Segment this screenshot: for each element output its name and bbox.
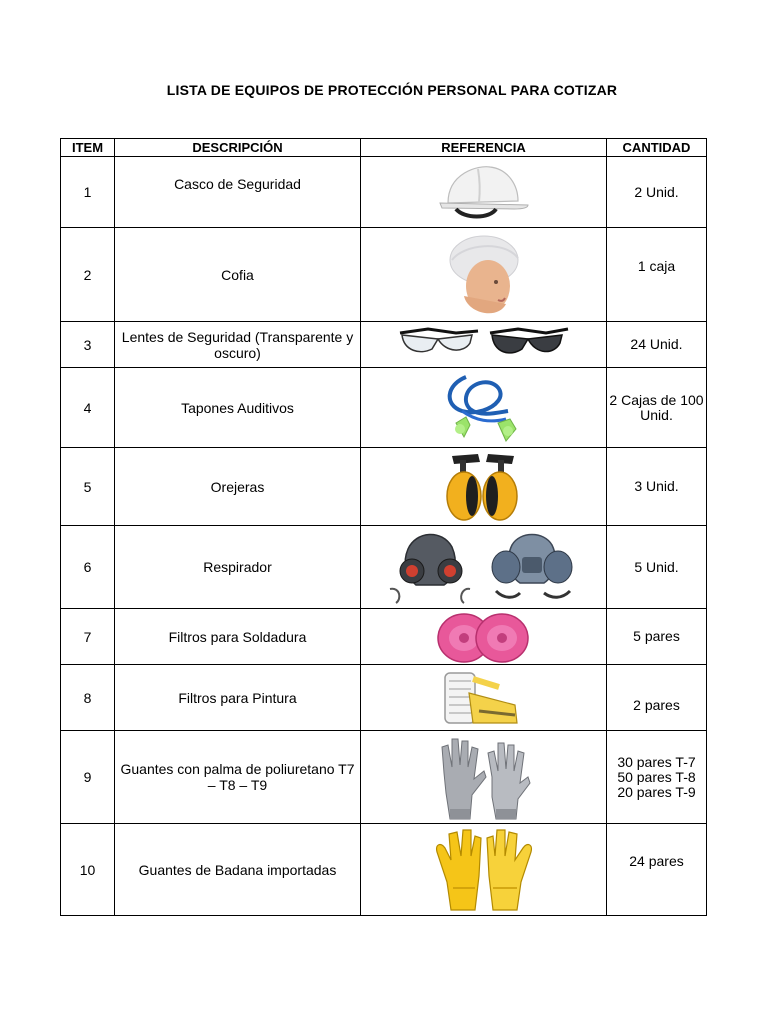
item-number: 2: [61, 228, 115, 322]
table-row: [61, 322, 707, 368]
quantity-line: 20 pares T-9: [617, 783, 696, 800]
item-number: 9: [61, 731, 115, 824]
item-number: 6: [61, 526, 115, 609]
item-number: 1: [61, 157, 115, 228]
item-quantity: 5 pares: [607, 609, 707, 665]
table-row: [61, 609, 707, 665]
item-number: 3: [61, 322, 115, 368]
item-quantity: 3 Unid.: [607, 448, 707, 526]
item-quantity: 1 caja: [607, 228, 707, 322]
item-quantity: [607, 731, 707, 824]
item-quantity: 2 pares: [607, 665, 707, 731]
item-quantity: 24 pares: [607, 824, 707, 916]
pu-gloves-icon: [361, 731, 607, 824]
table-row: [61, 731, 707, 824]
item-number: 7: [61, 609, 115, 665]
item-description: Filtros para Pintura: [115, 665, 361, 731]
item-description: Tapones Auditivos: [115, 368, 361, 448]
table-row: [61, 824, 707, 916]
item-quantity: 2 Cajas de 100 Unid.: [607, 368, 707, 448]
header-quantity: CANTIDAD: [607, 139, 707, 157]
item-quantity: 5 Unid.: [607, 526, 707, 609]
table-header-row: [61, 139, 707, 157]
item-description: Casco de Seguridad: [115, 157, 361, 228]
item-quantity: 24 Unid.: [607, 322, 707, 368]
earmuffs-icon: [361, 448, 607, 526]
safety-glasses-icon: [361, 322, 607, 368]
item-quantity: 2 Unid.: [607, 157, 707, 228]
item-number: 10: [61, 824, 115, 916]
table-row: [61, 228, 707, 322]
header-item: ITEM: [61, 139, 115, 157]
hard-hat-icon: [361, 157, 607, 228]
item-description: Respirador: [115, 526, 361, 609]
item-description: Lentes de Seguridad (Transparente y oscuro): [115, 322, 361, 368]
paint-filters-icon: [361, 665, 607, 731]
header-reference: REFERENCIA: [361, 139, 607, 157]
welding-filters-icon: [361, 609, 607, 665]
item-description: Guantes con palma de poliuretano T7 – T8 – T9: [115, 731, 361, 824]
table-row: [61, 368, 707, 448]
item-description: Filtros para Soldadura: [115, 609, 361, 665]
table-row: [61, 665, 707, 731]
header-description: DESCRIPCIÓN: [115, 139, 361, 157]
table-row: [61, 526, 707, 609]
table-row: [61, 157, 707, 228]
leather-gloves-icon: [361, 824, 607, 916]
item-description: Cofia: [115, 228, 361, 322]
hair-net-icon: [361, 228, 607, 322]
respirator-icon: [361, 526, 607, 609]
earplugs-icon: [361, 368, 607, 448]
quantity-line: 30 pares T-7: [617, 753, 696, 770]
document-title: LISTA DE EQUIPOS DE PROTECCIÓN PERSONAL PARA COTIZAR: [166, 82, 618, 98]
epp-table: [60, 138, 707, 916]
item-description: Orejeras: [115, 448, 361, 526]
item-number: 8: [61, 665, 115, 731]
item-description: Guantes de Badana importadas: [115, 824, 361, 916]
item-number: 4: [61, 368, 115, 448]
item-number: 5: [61, 448, 115, 526]
quantity-line: 50 pares T-8: [617, 768, 696, 785]
table-row: [61, 448, 707, 526]
